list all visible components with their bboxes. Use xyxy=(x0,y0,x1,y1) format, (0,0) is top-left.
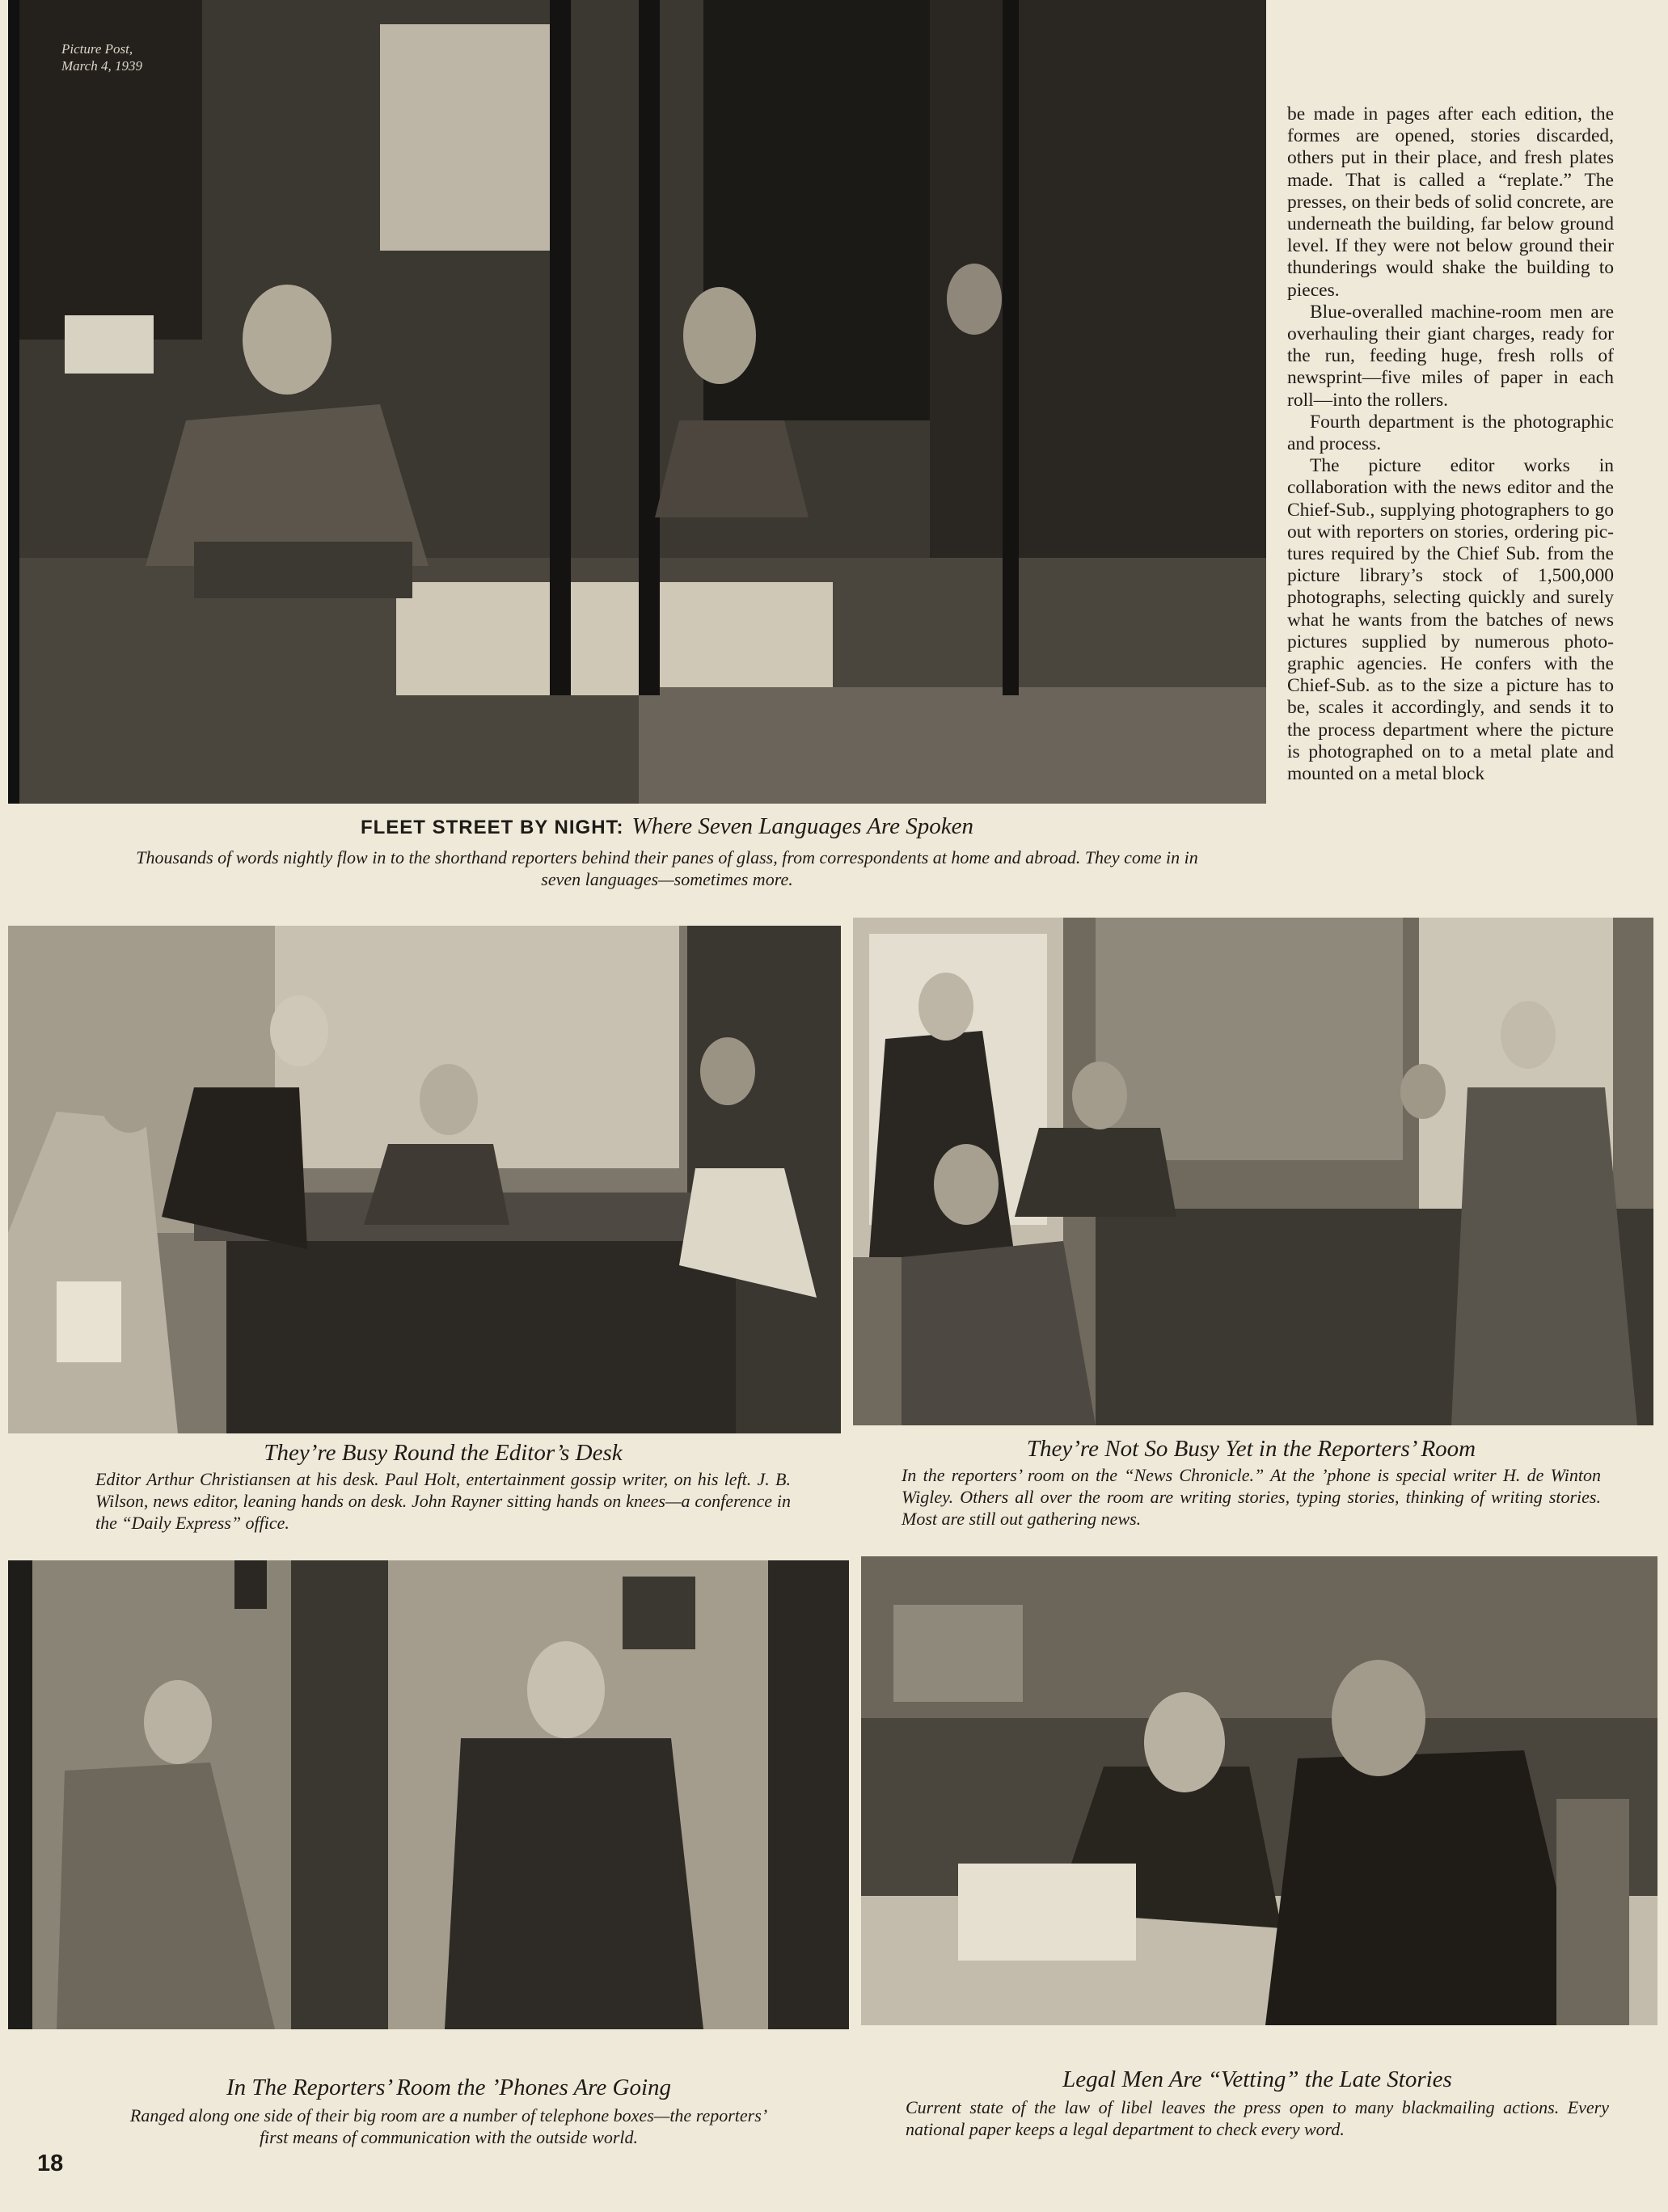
page-number: 18 xyxy=(37,2151,64,2176)
caption-reporters-room xyxy=(902,1435,1601,1530)
photo-telephone-boxes-image xyxy=(8,1560,849,2029)
photo-telephone-boxes xyxy=(8,1560,849,2029)
caption-title: They’re Not So Busy Yet in the Reporters’ Room xyxy=(1026,1436,1476,1462)
caption-title-text: Where Seven Languages Are Spoken xyxy=(631,813,974,839)
caption-body: Thousands of words nightly flow in to the shorthand reporters behind their panes of glass, from correspondents at home and abroad. They come in in seven languages—sometimes more. xyxy=(136,847,1198,889)
caption-editors-desk xyxy=(95,1439,791,1534)
caption-title xyxy=(121,813,1213,842)
caption-title: In The Reporters’ Room the ’Phones Are Going xyxy=(226,2075,672,2100)
article-paragraph: be made in pages after each edition, the formes are opened, stories discarded, others put in their place, and fresh plates made. That is called a “replate.” The presses, on their beds of solid concrete, are underneath the building, far below ground level. If they were not below ground their thunderings would shake the building to pieces. xyxy=(1287,103,1614,301)
photo-legal-men xyxy=(861,1556,1657,2025)
caption-body: Current state of the law of libel leaves the press open to many blackmailing actions. Every national paper keeps a legal department to check every word. xyxy=(906,2097,1609,2139)
photo-legal-men-image xyxy=(861,1556,1657,2025)
photo-editors-desk xyxy=(8,926,841,1433)
article-paragraph: The picture editor works in collaboration with the news editor and the Chief-Sub., supplying photographers to go out with reporters on stories, ordering pictures required by the Chief Sub. from the picture library’s stock of 1,500,000 photographs, selecting quickly and surely what he wants from the batches of news pictures supplied by numerous photographic agencies. He confers with the Chief-Sub. as to the size a picture has to be, scales it accordingly, and sends it to the process department where the picture is photographed on to a metal plate and mounted on a metal block xyxy=(1287,455,1614,785)
photo-reporters-room-image xyxy=(853,918,1653,1425)
article-column xyxy=(1287,103,1614,785)
caption-title: Legal Men Are “Vetting” the Late Stories xyxy=(1062,2066,1452,2092)
photo-reporters-room xyxy=(853,918,1653,1425)
photo-shorthand-reporters-image xyxy=(8,0,1266,804)
article-paragraph: Blue-overalled machine-room men are overhauling their giant charges, ready for the run, feeding huge, fresh rolls of newsprint—five miles of paper in each roll—into the rollers. xyxy=(1287,301,1614,411)
caption-legal-men xyxy=(906,2066,1609,2140)
article-paragraph: Fourth department is the photographic and process. xyxy=(1287,411,1614,455)
caption-body: Editor Arthur Christiansen at his desk. Paul Holt, entertainment gossip writer, on his left. J. B. Wilson, news editor, leaning hands on desk. John Rayner sitting hands on knees—a conference in the “Daily Express” office. xyxy=(95,1469,791,1533)
caption-fleet-street xyxy=(121,813,1213,890)
caption-telephone-boxes xyxy=(121,2074,776,2148)
photo-shorthand-reporters xyxy=(8,0,1266,804)
dateline: Picture Post, March 4, 1939 xyxy=(61,41,142,74)
caption-body: In the reporters’ room on the “News Chronicle.” At the ’phone is special writer H. de Winton Wigley. Others all over the room are writing stories, typing stories, thinking of writing stories. Most are still out gathering news. xyxy=(902,1465,1601,1529)
caption-lead: FLEET STREET BY NIGHT: xyxy=(360,817,624,838)
photo-editors-desk-image xyxy=(8,926,841,1433)
caption-title: They’re Busy Round the Editor’s Desk xyxy=(264,1440,623,1466)
caption-body: Ranged along one side of their big room are a number of telephone boxes—the reporters’ first means of communication with the outside world. xyxy=(129,2105,768,2147)
